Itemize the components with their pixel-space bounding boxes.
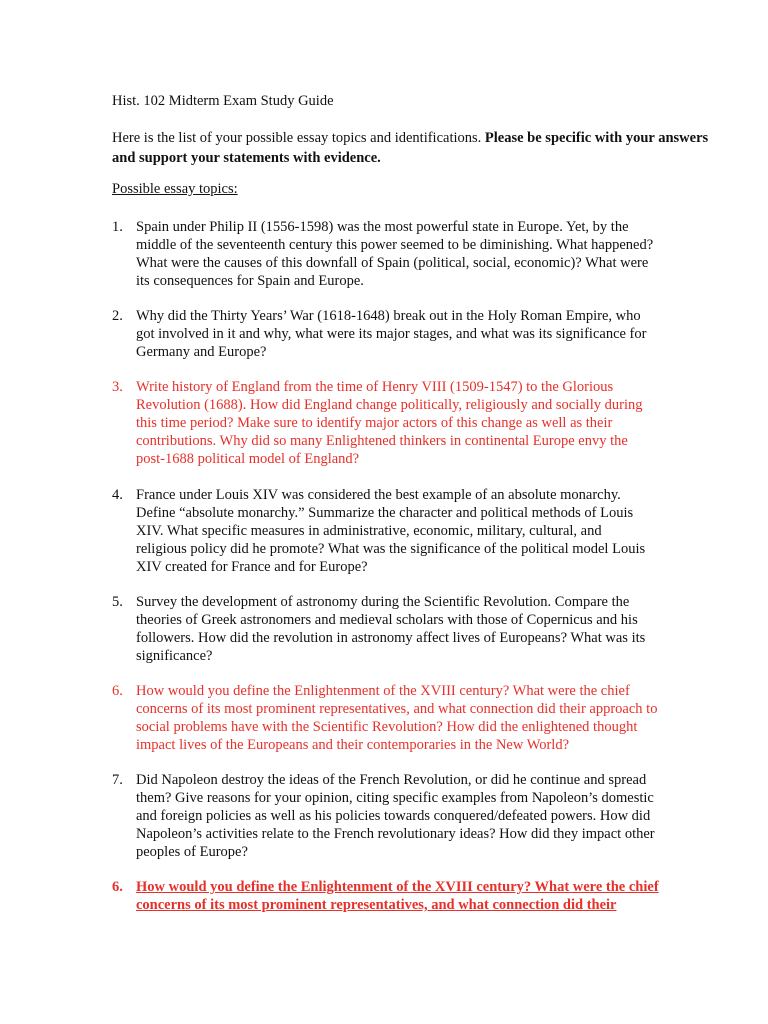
document-title: Hist. 102 Midterm Exam Study Guide [112,93,334,109]
topic-line: XIV created for France and for Europe? [136,559,368,575]
topic-line: Did Napoleon destroy the ideas of the French Revolution, or did he continue and spread [136,772,647,788]
essay-topics-heading: Possible essay topics: [112,181,238,197]
topic-line: Napoleon’s activities relate to the French revolutionary ideas? How did they impact other [136,826,655,842]
topic-line: post-1688 political model of England? [136,451,360,467]
topic-line: religious policy did he promote? What was the significance of the political model Louis [136,541,646,557]
topic-number: 4. [112,487,123,503]
topic-line: them? Give reasons for your opinion, citing specific examples from Napoleon’s domestic [136,790,654,806]
topic-number: 6. [112,683,123,699]
topic-number: 7. [112,772,123,788]
topic-line: Survey the development of astronomy during the Scientific Revolution. Compare the [136,594,630,610]
topic-line: Why did the Thirty Years’ War (1618-1648) break out in the Holy Roman Empire, who [136,308,641,324]
topic-line: theories of Greek astronomers and medieval scholars with those of Copernicus and his [136,612,638,628]
topic-number: 5. [112,594,123,610]
topic-line: peoples of Europe? [136,844,248,860]
topic-line: Germany and Europe? [136,344,267,360]
intro-emphasis: Please be specific with your answers and support your statements with evidence. [112,130,709,166]
topic-number: 1. [112,219,123,235]
topic-line: social problems have with the Scientific Revolution? How did the enlightened thought [136,719,638,735]
topic-line: this time period? Make sure to identify major actors of this change as well as their [136,415,613,431]
topic-line: impact lives of the Europeans and their contemporaries in the New World? [136,737,570,753]
topic-line: its consequences for Spain and Europe. [136,273,364,289]
topic-line: followers. How did the revolution in astronomy affect lives of Europeans? What was its [136,630,646,646]
essay-topic-3 [112,378,712,468]
intro-text: Here is the list of your possible essay topics and identifications. [112,130,485,146]
topic-line: Write history of England from the time of Henry VIII (1509-1547) to the Glorious [136,379,614,395]
topic-number: 2. [112,308,123,324]
topic-line: contributions. Why did so many Enlightened thinkers in continental Europe envy the [136,433,628,449]
topic-line: middle of the seventeenth century this power seemed to be diminishing. What happened? [136,237,654,253]
topic-line: France under Louis XIV was considered the best example of an absolute monarchy. [136,487,621,503]
essay-topic-5 [112,593,712,665]
topic-line: Revolution (1688). How did England change politically, religiously and socially during [136,397,643,413]
essay-topic-6 [112,682,712,754]
essay-topic-4 [112,486,712,576]
topic-line: XIV. What specific measures in administrative, economic, military, cultural, and [136,523,602,539]
topic-line: Define “absolute monarchy.” Summarize the character and political methods of Louis [136,505,634,521]
essay-topic-1 [112,218,712,290]
topic-line: What were the causes of this downfall of Spain (political, social, economic)? What were [136,255,649,271]
essay-topic-2 [112,307,712,361]
intro-paragraph [112,128,712,168]
topic-line: How would you define the Enlightenment of the XVIII century? What were the chief [136,683,630,699]
essay-topic-6-repeat [112,878,712,914]
topic-number: 6. [112,879,123,895]
topic-line: concerns of its most prominent representatives, and what connection did their approach to [136,701,658,717]
topic-line: How would you define the Enlightenment of the XVIII century? What were the chief [136,879,659,895]
topic-line: significance? [136,648,213,664]
essay-topic-7 [112,771,712,861]
topic-line: concerns of its most prominent representatives, and what connection did their [136,897,617,913]
topic-line: Spain under Philip II (1556-1598) was the most powerful state in Europe. Yet, by the [136,219,629,235]
topic-line: got involved in it and why, what were its major stages, and what was its significance for [136,326,647,342]
topic-line: and foreign policies as well as his policies towards conquered/defeated powers. How did [136,808,651,824]
topic-number: 3. [112,379,123,395]
